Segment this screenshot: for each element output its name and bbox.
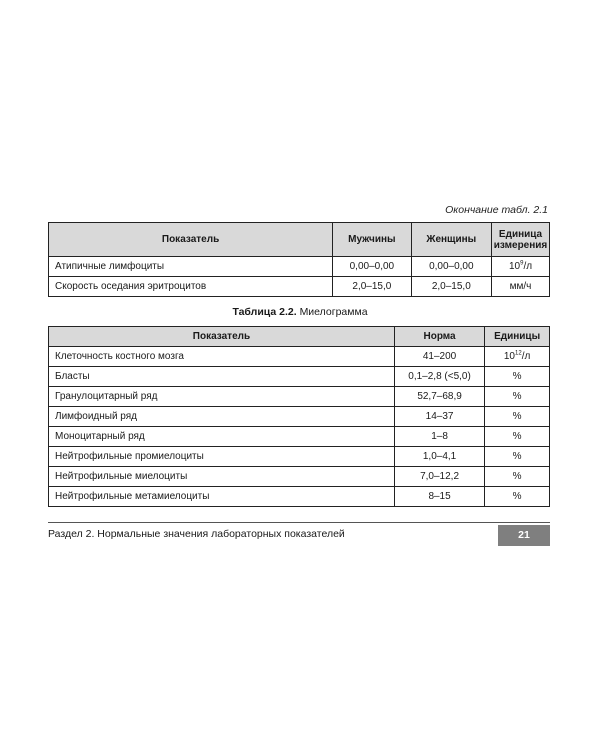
row-men: 2,0–15,0	[333, 277, 411, 297]
table-row	[49, 467, 550, 487]
row-name: Моноцитарный ряд	[49, 427, 395, 447]
row-unit: %	[485, 427, 550, 447]
header-unit-line1: Единица	[498, 228, 543, 240]
header-norm: Норма	[394, 327, 484, 347]
footer-section-title: Раздел 2. Нормальные значения лабораторных показателей	[48, 528, 345, 540]
row-norm: 1,0–4,1	[394, 447, 484, 467]
row-unit: %	[485, 367, 550, 387]
table-row	[49, 387, 550, 407]
row-norm: 7,0–12,2	[394, 467, 484, 487]
table-2-2-title	[0, 306, 600, 318]
unit-rest: /л	[521, 351, 531, 362]
row-unit	[485, 347, 550, 367]
row-norm: 8–15	[394, 487, 484, 507]
header-indicator: Показатель	[49, 327, 395, 347]
unit-rest: /л	[523, 261, 533, 272]
row-unit: мм/ч	[492, 277, 550, 297]
page-number: 21	[498, 525, 550, 546]
table-row	[49, 277, 550, 297]
table-row	[49, 487, 550, 507]
table-row	[49, 447, 550, 467]
row-name: Нейтрофильные миелоциты	[49, 467, 395, 487]
row-norm: 52,7–68,9	[394, 387, 484, 407]
row-unit: %	[485, 387, 550, 407]
table-2-2-myelogram	[48, 326, 550, 507]
unit-base: 10	[508, 261, 521, 272]
row-name: Клеточность костного мозга	[49, 347, 395, 367]
unit-base: 10	[503, 351, 515, 362]
row-norm: 0,1–2,8 (<5,0)	[394, 367, 484, 387]
header-unit	[492, 223, 550, 257]
footer-divider	[48, 522, 550, 523]
table-2-1-end	[48, 222, 550, 297]
row-name: Скорость оседания эритроцитов	[49, 277, 333, 297]
header-women: Женщины	[411, 223, 491, 257]
table-row	[49, 257, 550, 277]
header-unit-line2: измерения	[493, 239, 548, 251]
row-unit: %	[485, 487, 550, 507]
row-men: 0,00–0,00	[333, 257, 411, 277]
row-unit: %	[485, 447, 550, 467]
table-row	[49, 427, 550, 447]
row-unit: %	[485, 467, 550, 487]
table-row	[49, 347, 550, 367]
row-name: Нейтрофильные метамиелоциты	[49, 487, 395, 507]
table-header-row	[49, 327, 550, 347]
table-row	[49, 407, 550, 427]
header-men: Мужчины	[333, 223, 411, 257]
row-name: Нейтрофильные промиелоциты	[49, 447, 395, 467]
row-unit: %	[485, 407, 550, 427]
table-row	[49, 367, 550, 387]
row-name: Лимфоидный ряд	[49, 407, 395, 427]
row-name: Атипичные лимфоциты	[49, 257, 333, 277]
row-unit	[492, 257, 550, 277]
row-norm: 14–37	[394, 407, 484, 427]
unit-exponent: 9	[520, 260, 524, 267]
table-title-label: Таблица 2.2.	[232, 306, 297, 318]
row-norm: 1–8	[394, 427, 484, 447]
row-name: Бласты	[49, 367, 395, 387]
header-unit: Единицы	[485, 327, 550, 347]
table-title-text: Миелограмма	[299, 306, 368, 318]
unit-exponent: 12	[515, 350, 522, 357]
row-women: 2,0–15,0	[411, 277, 491, 297]
header-indicator: Показатель	[49, 223, 333, 257]
table-continuation-note: Окончание табл. 2.1	[445, 204, 548, 216]
row-women: 0,00–0,00	[411, 257, 491, 277]
row-norm: 41–200	[394, 347, 484, 367]
row-name: Гранулоцитарный ряд	[49, 387, 395, 407]
table-header-row	[49, 223, 550, 257]
